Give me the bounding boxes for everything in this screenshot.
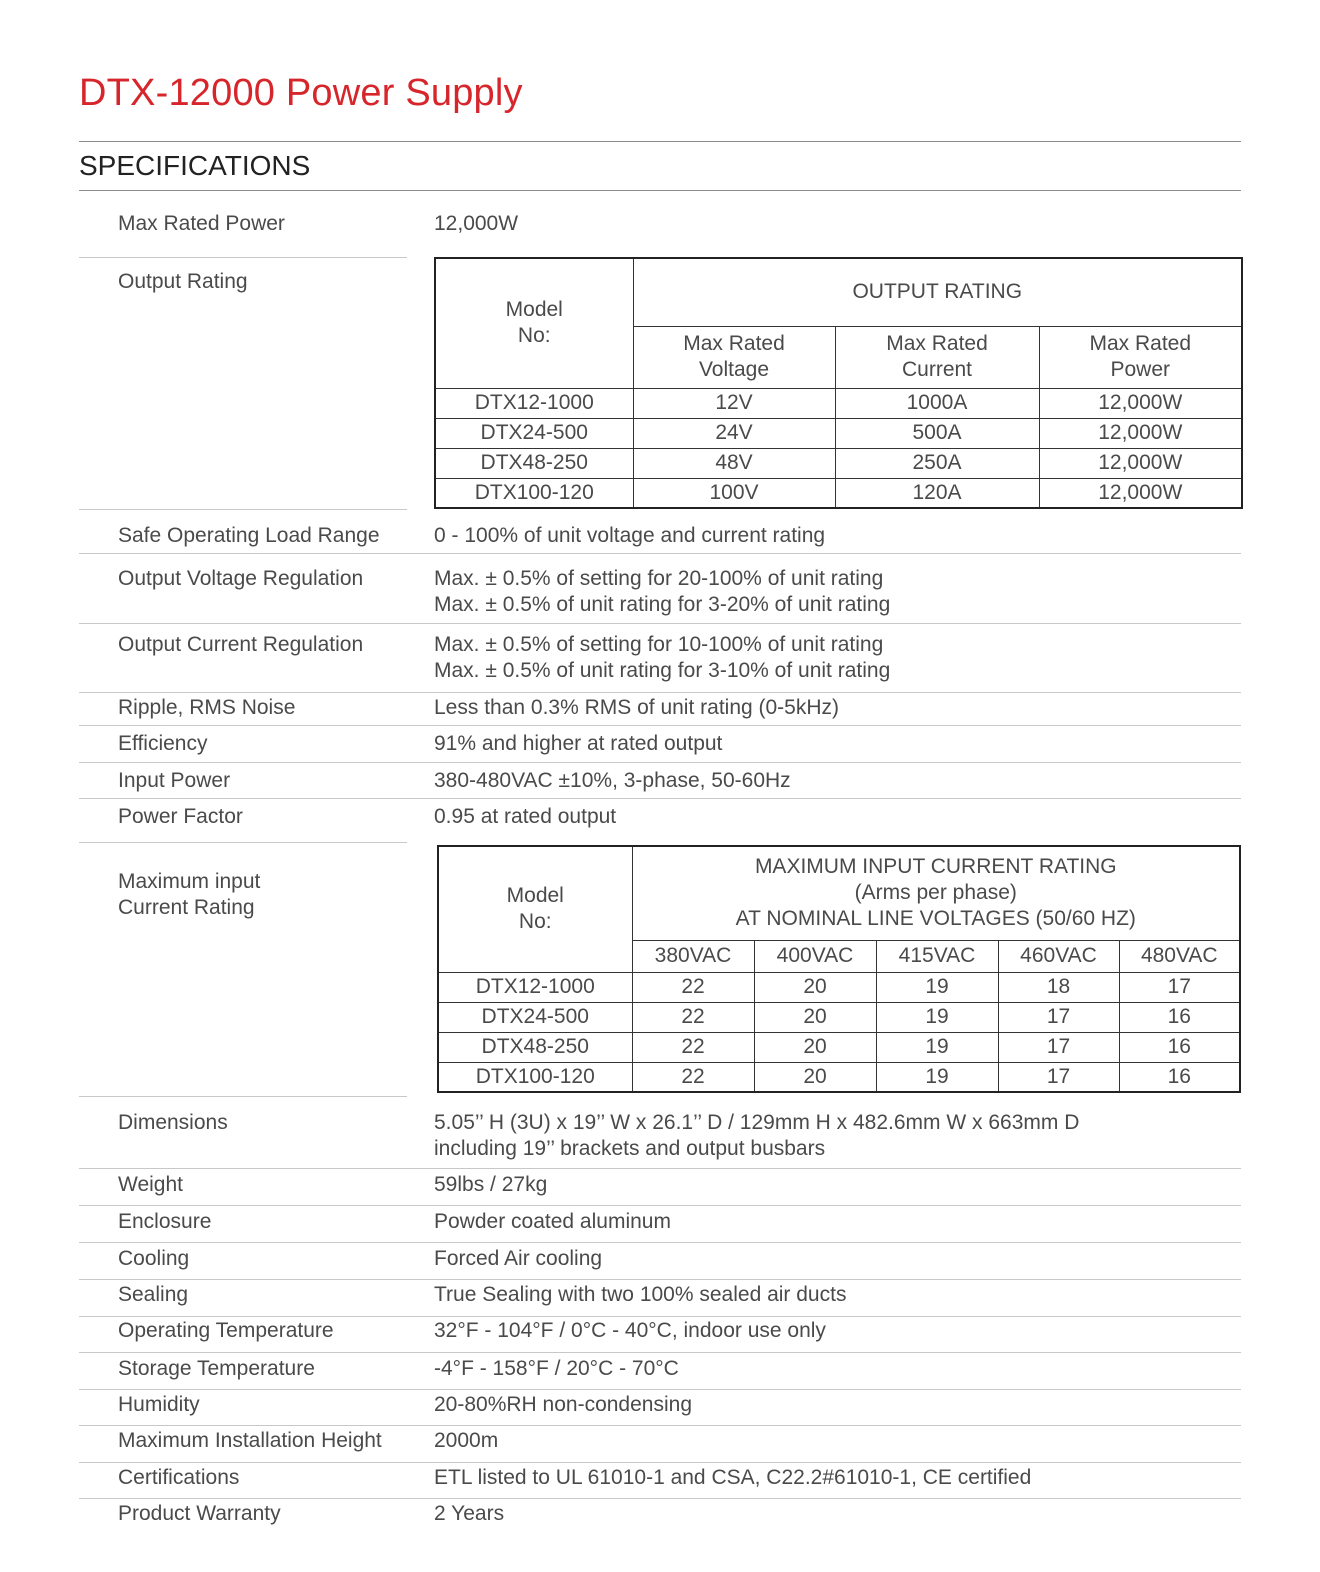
table-cell: 100V [633,478,835,508]
table-cell: 12V [633,388,835,418]
value-line: Max. ± 0.5% of unit rating for 3-10% of unit rating [434,659,891,682]
row-divider [79,623,1241,624]
group-header-line: MAXIMUM INPUT CURRENT RATING [754,855,1117,879]
row-divider [79,553,1241,554]
table-cell: 19 [876,1062,998,1092]
column-header: 460VAC [998,940,1119,972]
group-header-line: (Arms per phase) [854,881,1017,905]
row-divider [79,842,407,843]
heading-divider [79,190,1241,191]
row-divider [79,1425,1241,1426]
spec-value-cooling: Forced Air cooling [434,1247,603,1270]
table-cell: 19 [876,1032,998,1062]
column-header-line: Current [901,358,973,381]
table-cell: 24V [633,418,835,448]
spec-value-dimensions [434,1110,1079,1162]
spec-value-enclosure: Powder coated aluminum [434,1210,671,1233]
row-divider [79,1279,1241,1280]
table-row [435,448,1242,478]
table-cell: 12,000W [1039,388,1242,418]
section-heading: SPECIFICATIONS [79,150,311,181]
table-cell: DTX24-500 [435,418,633,448]
spec-value-efficiency: 91% and higher at rated output [434,732,723,755]
table-row [438,1062,1240,1092]
model-header-cell [435,258,633,388]
table-cell: DTX100-120 [438,1062,632,1092]
table-row [435,478,1242,508]
model-header-line: No: [517,324,551,348]
table-cell: 17 [998,1002,1119,1032]
table-cell: DTX24-500 [438,1002,632,1032]
spec-label-voltage-regulation: Output Voltage Regulation [118,567,364,590]
spec-value-install-height: 2000m [434,1429,499,1452]
table-cell: 22 [632,1002,754,1032]
spec-value-certifications: ETL listed to UL 61010-1 and CSA, C22.2#61010-1, CE certified [434,1466,1032,1489]
model-header-line: No: [518,910,552,934]
model-header-cell [438,846,632,972]
table-cell: 500A [835,418,1039,448]
table-cell: 12,000W [1039,478,1242,508]
table-cell: DTX48-250 [435,448,633,478]
spec-label-efficiency: Efficiency [118,732,208,755]
row-divider [79,257,407,258]
row-divider [79,725,1241,726]
column-header [835,326,1039,388]
column-header: 480VAC [1119,940,1240,972]
row-divider [79,798,1241,799]
column-header-line: Power [1110,358,1171,381]
row-divider [79,762,1241,763]
table-cell: 12,000W [1039,448,1242,478]
column-header: 380VAC [632,940,754,972]
table-row [438,972,1240,1002]
row-divider [79,692,1241,693]
table-cell: 20 [754,1062,876,1092]
table-cell: 17 [1119,972,1240,1002]
column-header-line: Max Rated [1089,332,1192,355]
model-header-line: Model [505,298,563,322]
spec-label-max-input-current [118,869,260,921]
row-divider [79,1389,1241,1390]
spec-label-ripple: Ripple, RMS Noise [118,696,296,719]
table-cell: 20 [754,1002,876,1032]
spec-value-ripple: Less than 0.3% RMS of unit rating (0-5kHz) [434,696,840,719]
spec-label-max-rated-power: Max Rated Power [118,212,285,235]
value-line: 5.05’’ H (3U) x 19’’ W x 26.1’’ D / 129mm H x 482.6mm W x 663mm D [434,1111,1080,1134]
spec-label-dimensions: Dimensions [118,1111,228,1134]
spec-value-sealing: True Sealing with two 100% sealed air ducts [434,1283,847,1306]
column-header-line: Voltage [698,358,770,381]
row-divider [79,1168,1241,1169]
output-rating-group-header: OUTPUT RATING [633,258,1242,326]
value-line: Max. ± 0.5% of setting for 20-100% of unit rating [434,567,884,590]
label-line: Current Rating [118,896,255,919]
spec-label-power-factor: Power Factor [118,805,243,828]
table-cell: DTX48-250 [438,1032,632,1062]
value-line: Max. ± 0.5% of setting for 10-100% of unit rating [434,633,884,656]
output-rating-table [434,257,1243,509]
table-cell: 19 [876,1002,998,1032]
model-header-line: Model [506,884,564,908]
table-cell: 120A [835,478,1039,508]
spec-value-power-factor: 0.95 at rated output [434,805,617,828]
column-header: 415VAC [876,940,998,972]
max-input-current-table [437,845,1241,1093]
table-cell: 22 [632,1032,754,1062]
spec-label-enclosure: Enclosure [118,1210,212,1233]
table-row [438,1002,1240,1032]
table-cell: DTX12-1000 [435,388,633,418]
table-cell: 16 [1119,1062,1240,1092]
row-divider [79,1096,407,1097]
table-cell: 1000A [835,388,1039,418]
spec-value-storage-temp: -4°F - 158°F / 20°C - 70°C [434,1357,679,1380]
column-header-line: Max Rated [683,332,785,355]
spec-value-operating-temp: 32°F - 104°F / 0°C - 40°C, indoor use only [434,1319,826,1342]
max-input-group-header [632,846,1240,940]
spec-value-safe-operating: 0 - 100% of unit voltage and current rating [434,524,826,547]
row-divider [79,1462,1241,1463]
row-divider [79,1352,1241,1353]
table-row [435,418,1242,448]
spec-label-safe-operating: Safe Operating Load Range [118,524,380,547]
spec-label-weight: Weight [118,1173,183,1196]
row-divider [79,1205,1241,1206]
table-cell: 18 [998,972,1119,1002]
spec-value-max-rated-power: 12,000W [434,212,519,235]
spec-label-humidity: Humidity [118,1393,200,1416]
spec-value-humidity: 20-80%RH non-condensing [434,1393,692,1416]
label-line: Maximum input [118,870,261,893]
row-divider [79,1316,1241,1317]
spec-value-warranty: 2 Years [434,1502,505,1525]
table-cell: 17 [998,1062,1119,1092]
spec-label-warranty: Product Warranty [118,1502,281,1525]
row-divider [79,1242,1241,1243]
table-cell: 48V [633,448,835,478]
column-header [1039,326,1242,388]
table-cell: 12,000W [1039,418,1242,448]
spec-label-storage-temp: Storage Temperature [118,1357,315,1380]
spec-label-certifications: Certifications [118,1466,240,1489]
spec-label-current-regulation: Output Current Regulation [118,633,364,656]
value-line: Max. ± 0.5% of unit rating for 3-20% of unit rating [434,593,891,616]
table-cell: 16 [1119,1002,1240,1032]
spec-value-current-regulation [434,632,890,684]
spec-label-operating-temp: Operating Temperature [118,1319,334,1342]
spec-value-weight: 59lbs / 27kg [434,1173,548,1196]
table-cell: 20 [754,972,876,1002]
table-cell: DTX100-120 [435,478,633,508]
spec-value-voltage-regulation [434,566,890,618]
table-cell: 17 [998,1032,1119,1062]
table-row [435,388,1242,418]
spec-label-cooling: Cooling [118,1247,190,1270]
row-divider [79,1498,1241,1499]
table-cell: 20 [754,1032,876,1062]
spec-value-input-power: 380-480VAC ±10%, 3-phase, 50-60Hz [434,769,791,792]
spec-label-sealing: Sealing [118,1283,189,1306]
page-title: DTX-12000 Power Supply [79,72,523,114]
column-header [633,326,835,388]
value-line: including 19’’ brackets and output busbars [434,1137,826,1160]
table-cell: 22 [632,1062,754,1092]
table-cell: 19 [876,972,998,1002]
table-cell: 250A [835,448,1039,478]
table-row [438,1032,1240,1062]
group-header-line: AT NOMINAL LINE VOLTAGES (50/60 HZ) [735,907,1136,931]
spec-label-output-rating: Output Rating [118,270,248,293]
column-header-line: Max Rated [886,332,988,355]
spec-label-input-power: Input Power [118,769,231,792]
column-header: 400VAC [754,940,876,972]
title-divider [79,141,1241,142]
table-cell: 16 [1119,1032,1240,1062]
table-cell: DTX12-1000 [438,972,632,1002]
spec-label-install-height: Maximum Installation Height [118,1429,382,1452]
table-cell: 22 [632,972,754,1002]
row-divider [79,509,407,510]
